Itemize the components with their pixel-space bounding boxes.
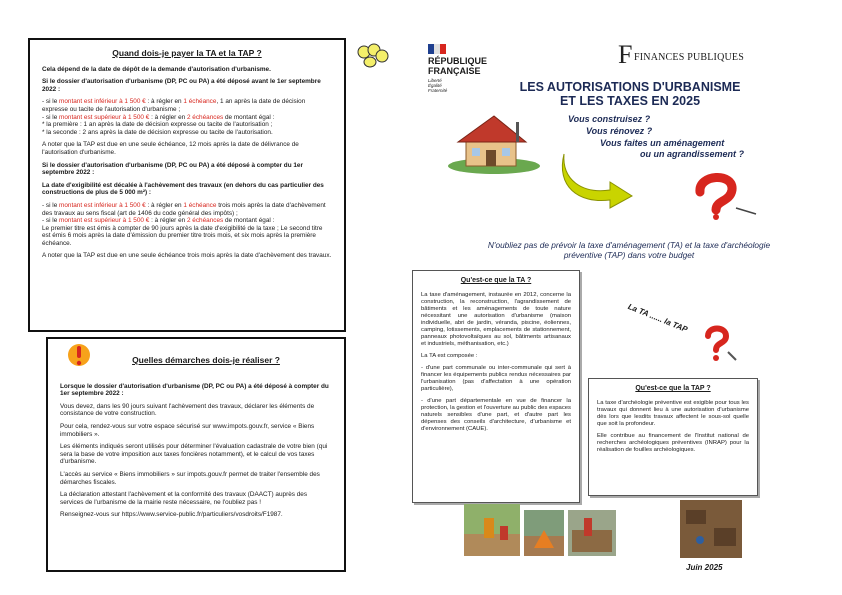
procedures-p4: L'accès au service « Biens immobiliers » sur impots.gouv.fr permet de traiter l'ensemble des démarches fiscales. <box>60 470 320 486</box>
after-bullet-1: - si le montant est inférieur à 1 500 € : à régler en 1 échéance trois mois après la date d'achèvement des travaux au sens fiscal (art de 1406 du code général des impôts) ; <box>42 201 326 217</box>
question-extension: ou un agrandissement ? <box>640 149 745 159</box>
coins-icon <box>356 42 392 70</box>
before-note: A noter que la TAP est due en une seule échéance, 12 mois après la date de délivrance de l'autorisation d'urbanisme. <box>42 141 299 156</box>
finances-f-icon: F <box>618 40 633 69</box>
procedures-title: Quelles démarches dois-je réaliser ? <box>132 355 280 365</box>
payment-timing-title: Quand dois-je payer la TA et la TAP ? <box>112 48 262 58</box>
ta-p1: La taxe d'aménagement, instaurée en 2012, concerne la construction, la reconstruction, l'agrandissement de bâtiments et les aménagements de toute nature nécessitant une autorisation d'urbanisme (maison individuelle, abri de jardin, véranda, piscine, éoliennes, camping, lotissements, emplacements de stationnement, panneaux photovoltaïques au sol, bâtiments artisanaux et industriels, méthanisation, etc.) <box>421 292 571 347</box>
after-bullet-2: - si le montant est supérieur à 1 500 € : à régler en 2 échéances de montant égal : <box>42 217 275 225</box>
before-heading: Si le dossier d'autorisation d'urbanisme (DP, PC ou PA) a été déposé avant le 1er septembre 2022 : <box>42 78 321 93</box>
question-development: Vous faites un aménagement <box>600 138 725 148</box>
after-bullet-2-detail: Le premier titre est émis à compter de 90 jours après la date d'exigibilité de la taxe ; Le second titre est émis 6 mois après la date d'émission du premier titre trois mois, et six mois après la première échéance. <box>42 224 323 247</box>
before-bullet-1: - si le montant est inférieur à 1 500 € : à régler en 1 échéance, 1 an après la date de décision expresse ou tacite de l'autorisation d'urbanisme ; <box>42 98 306 113</box>
flag-icon <box>428 44 448 54</box>
finances-publiques-text: FINANCES PUBLIQUES <box>634 52 745 63</box>
finances-publiques-logo <box>618 40 768 68</box>
question-construct: Vous construisez ? <box>568 114 651 124</box>
ta-info-box <box>412 270 580 503</box>
motto-egalite: Égalité <box>428 83 442 89</box>
motto-liberte: Liberté <box>428 78 442 83</box>
main-title-line-1: LES AUTORISATIONS D'URBANISME <box>519 80 741 94</box>
ta-title: Qu'est-ce que la TA ? <box>460 277 532 284</box>
arrow-icon <box>558 150 638 210</box>
excavation-photo-1 <box>464 504 520 556</box>
procedures-p2: Pour cela, rendez-vous sur votre espace sécurisé sur www.impots.gouv.fr, service « Biens immobiliers ». <box>60 422 315 438</box>
after-note: A noter que la TAP est due en une seule échéance trois mois après la date d'achèvement des travaux. <box>42 252 332 260</box>
tap-p2: Elle contribue au financement de l'Institut national de recherches archéologiques préventives (INRAP) pour la réalisation de fouilles archéologiques. <box>597 433 749 453</box>
tap-info-box <box>588 378 758 496</box>
main-title <box>500 80 760 108</box>
before-bullet-2-line-2: * la seconde : 2 ans après la date de décision expresse ou tacite de l'autorisation. <box>42 128 273 136</box>
republique-logo <box>428 44 494 94</box>
ta-tap-label: La TA ...... la TAP <box>626 302 689 335</box>
republique-text: RÉPUBLIQUE <box>428 56 488 66</box>
thinking-figure-icon <box>702 324 738 364</box>
procedures-heading: Lorsque le dossier d'autorisation d'urbanisme (DP, PC ou PA) a été déposé à compter du 1er septembre 2022 : <box>60 382 329 398</box>
tap-title: Qu'est-ce que la TAP ? <box>635 385 711 392</box>
tap-p1: La taxe d'archéologie préventive est exigible pour tous les travaux qui donnent lieu à une autorisation d'urbanisme dès lors que lesdits travaux affectent le sous-sol quelle que soit la profondeur. <box>597 400 749 427</box>
ta-p4: - d'une part départementale en vue de financer la protection, la gestion et l'ouverture au public des espaces naturels sensibles d'une part, et d'autre part les dépenses des conseils d'architecture, d'urbanisme et d'environnement (CAUE). <box>421 398 571 432</box>
excavation-photo-3 <box>568 510 616 556</box>
exclamation-icon <box>66 341 92 375</box>
ta-p2: La TA est composée : <box>421 353 478 359</box>
francaise-text: FRANÇAISE <box>428 66 481 76</box>
house-illustration <box>446 110 542 174</box>
procedures-p1: Vous devez, dans les 90 jours suivant l'achèvement des travaux, déclarer les éléments de consistance de votre construction. <box>60 402 315 418</box>
question-renovate: Vous rénovez ? <box>586 126 653 136</box>
before-bullet-2: - si le montant est supérieur à 1 500 € : à régler en 2 échéances de montant égal : <box>42 113 275 121</box>
excavation-photo-2 <box>524 510 564 556</box>
procedures-link: Renseignez-vous sur https://www.service-public.fr/particuliers/vosdroits/F1987. <box>60 511 283 519</box>
after-heading: Si le dossier d'autorisation d'urbanisme (DP, PC ou PA) a été déposé à compter du 1er septembre 2022 : <box>42 161 303 177</box>
after-subheading: La date d'exigibilité est décalée à l'achèvement des travaux (en dehors du cas particulier des constructions de plus de 5 000 m²) : <box>42 181 324 197</box>
before-bullet-2-line-1: * la première : 1 an après la date de décision expresse ou tacite de l'autorisation ; <box>42 121 273 129</box>
motto-fraternite: Fraternité <box>428 88 448 94</box>
excavation-photo-4 <box>680 500 742 558</box>
question-mark-icon <box>686 170 758 220</box>
payment-timing-box <box>28 38 346 332</box>
procedures-p5: La déclaration attestant l'achèvement et la conformité des travaux (DAACT) auprès des services de l'urbanisme de la mairie reste nécessaire, ne l'oubliez pas ! <box>60 491 308 506</box>
procedures-p3: Les éléments indiqués seront utilisés pour déterminer l'évaluation cadastrale de votre bien (qui sera la base de votre imposition aux taxes foncières notamment), et le calcul de vos taxes d'urbanisme. <box>60 443 328 466</box>
tax-reminder: N'oubliez pas de prévoir la taxe d'aménagement (TA) et la taxe d'archéologie préventive (TAP) dans votre budget <box>487 240 771 260</box>
publication-date: Juin 2025 <box>686 563 723 572</box>
intro-text: Cela dépend de la date de dépôt de la demande d'autorisation d'urbanisme. <box>42 65 271 73</box>
ta-p3: - d'une part communale ou inter-communale qui sert à financer les équipements publics rendus nécessaires par l'urbanisation (pas d'affectation à une opération particulière), <box>421 365 571 392</box>
main-title-line-2: ET LES TAXES EN 2025 <box>559 94 701 108</box>
